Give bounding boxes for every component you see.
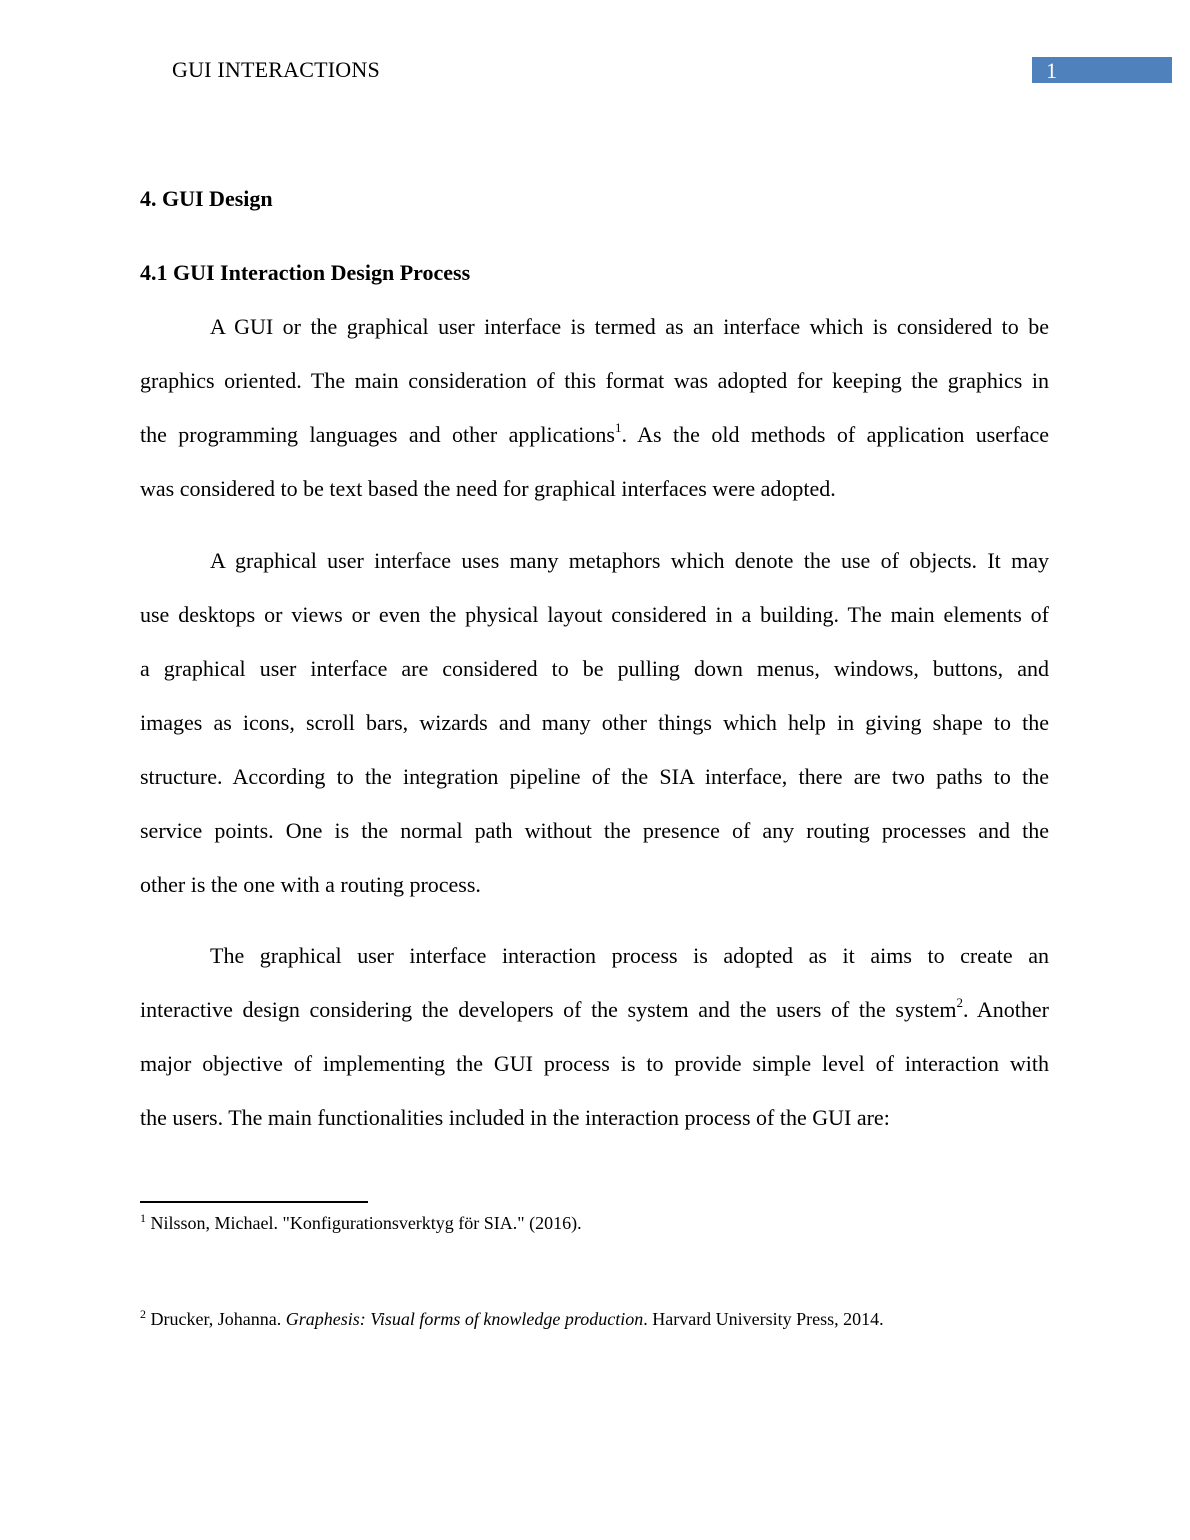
paragraph-line: The graphical user interface interaction process is adopted as it aims to create an bbox=[210, 943, 1049, 968]
footnote-number: 2 bbox=[140, 1307, 146, 1321]
footnote-publisher: . Harvard University Press, 2014. bbox=[643, 1309, 884, 1329]
paragraph-line: major objective of implementing the GUI process is to provide simple level of interaction with bbox=[140, 1051, 1049, 1076]
footnote-title: Graphesis: Visual forms of knowledge production bbox=[285, 1309, 644, 1329]
paragraph-line: structure. According to the integration pipeline of the SIA interface, there are two paths to the bbox=[140, 764, 1049, 789]
paragraph-line: images as icons, scroll bars, wizards and many other things which help in giving shape to the bbox=[140, 710, 1049, 735]
footnote-number: 1 bbox=[140, 1211, 146, 1225]
paragraph-line: graphics oriented. The main consideration of this format was adopted for keeping the graphics in bbox=[140, 368, 1049, 393]
footnote-2 bbox=[140, 1307, 884, 1331]
section-heading: 4. GUI Design bbox=[140, 186, 273, 211]
paragraph-line: was considered to be text based the need for graphical interfaces were adopted. bbox=[140, 476, 836, 501]
paragraph-line: the users. The main functionalities included in the interaction process of the GUI are: bbox=[140, 1105, 890, 1130]
subsection-heading: 4.1 GUI Interaction Design Process bbox=[140, 260, 471, 285]
paragraph-line: use desktops or views or even the physical layout considered in a building. The main elements of bbox=[140, 602, 1049, 627]
paragraph-line: other is the one with a routing process. bbox=[140, 872, 481, 897]
footnote-separator bbox=[140, 1201, 368, 1203]
footnote-ref-2[interactable]: 2 bbox=[956, 995, 963, 1010]
paragraph-text: interactive design considering the developers of the system and the users of the system bbox=[140, 997, 957, 1022]
running-head: GUI INTERACTIONS bbox=[172, 57, 380, 82]
footnote-author: Drucker, Johanna. bbox=[150, 1309, 286, 1329]
paragraph-line-with-footnote bbox=[140, 995, 1049, 1025]
paragraph-text: . As the old methods of application userface bbox=[621, 422, 1050, 447]
paragraph-text: the programming languages and other applications bbox=[140, 422, 615, 447]
page-number-box bbox=[1032, 57, 1172, 83]
paragraph-text: . Another bbox=[963, 997, 1049, 1022]
paragraph-line-with-footnote bbox=[140, 420, 1049, 450]
paragraph-line: A GUI or the graphical user interface is termed as an interface which is considered to be bbox=[210, 314, 1049, 339]
paragraph-line: service points. One is the normal path without the presence of any routing processes and the bbox=[140, 818, 1049, 843]
paragraph-line: A graphical user interface uses many metaphors which denote the use of objects. It may bbox=[210, 548, 1049, 573]
page-number: 1 bbox=[1046, 58, 1057, 83]
footnote-1 bbox=[140, 1211, 582, 1235]
footnote-text: Nilsson, Michael. "Konfigurationsverktyg för SIA." (2016). bbox=[150, 1213, 582, 1233]
paragraph-line: a graphical user interface are considered to be pulling down menus, windows, buttons, and bbox=[140, 656, 1049, 681]
footnote-ref-1[interactable]: 1 bbox=[614, 420, 622, 435]
